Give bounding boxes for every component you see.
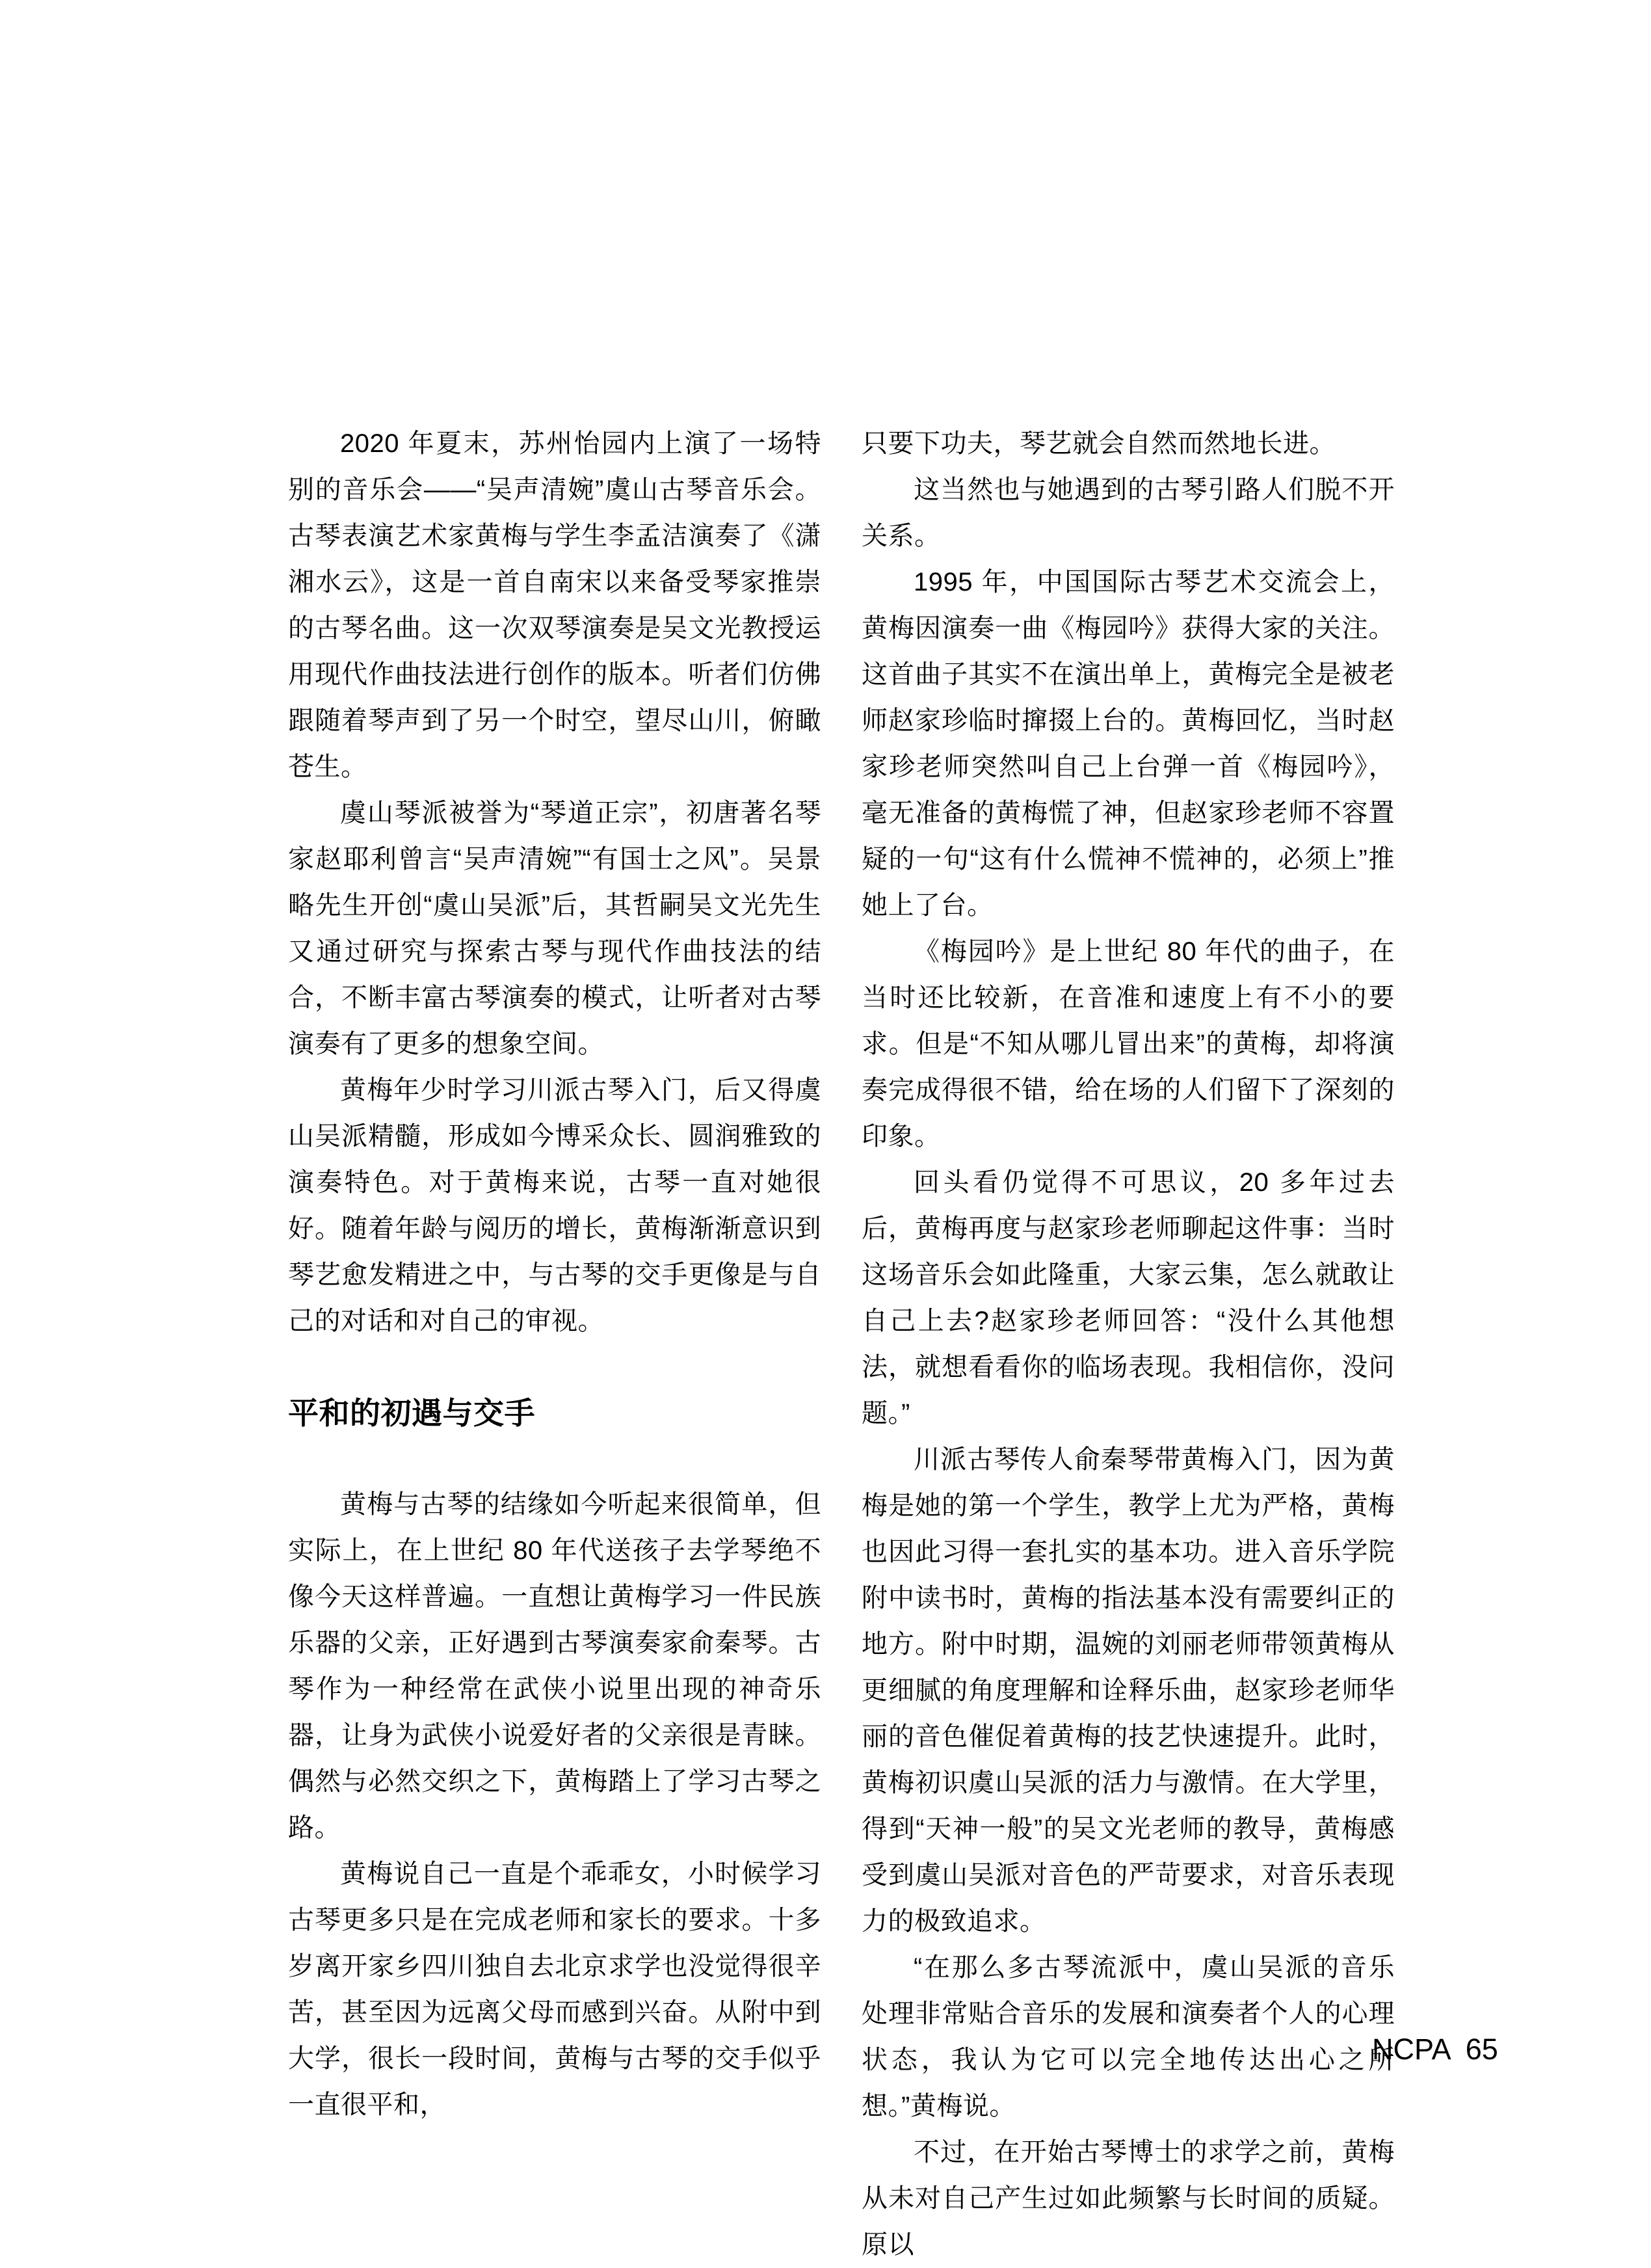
- paragraph: 黄梅年少时学习川派古琴入门，后又得虞山吴派精髓，形成如今博采众长、圆润雅致的演奏特色。对于黄梅来说，古琴一直对她很好。随着年龄与阅历的增长，黄梅渐渐意识到琴艺愈发精进之中，与古琴的交手更像是与自己的对话和对自己的审视。: [288, 1076, 821, 1335]
- paragraph: 回头看仍觉得不可思议，20 多年过去后，黄梅再度与赵家珍老师聊起这件事：当时这场音乐会如此隆重，大家云集，怎么就敢让自己上去?赵家珍老师回答：“没什么其他想法，就想看看你的临场表现。我相信你，没问题。”: [862, 1168, 1395, 1428]
- footer-page-number: 65: [1465, 2033, 1498, 2066]
- paragraph: “在那么多古琴流派中，虞山吴派的音乐处理非常贴合音乐的发展和演奏者个人的心理状态，我认为它可以完全地传达出心之所想。”黄梅说。: [862, 1953, 1395, 2120]
- page-footer: [1372, 2035, 1498, 2064]
- paragraph: 2020 年夏末，苏州怡园内上演了一场特别的音乐会——“吴声清婉”虞山古琴音乐会。古琴表演艺术家黄梅与学生李孟洁演奏了《潇湘水云》，这是一首自南宋以来备受琴家推崇的古琴名曲。这一次双琴演奏是吴文光教授运用现代作曲技法进行创作的版本。听者们仿佛跟随着琴声到了另一个时空，望尽山川，俯瞰苍生。: [288, 429, 821, 781]
- left-column: [288, 421, 821, 2128]
- paragraph: 《梅园吟》是上世纪 80 年代的曲子，在当时还比较新，在音准和速度上有不小的要求。但是“不知从哪儿冒出来”的黄梅，却将演奏完成得很不错，给在场的人们留下了深刻的印象。: [862, 937, 1395, 1151]
- paragraph-continuation: 只要下功夫，琴艺就会自然而然地长进。: [862, 429, 1336, 458]
- paragraph: 不过，在开始古琴博士的求学之前，黄梅从未对自己产生过如此频繁与长时间的质疑。原以: [862, 2138, 1395, 2259]
- footer-journal-label: NCPA: [1372, 2033, 1451, 2066]
- section-heading: 平和的初遇与交手: [288, 1396, 535, 1430]
- paragraph: 虞山琴派被誉为“琴道正宗”，初唐著名琴家赵耶利曾言“吴声清婉”“有国士之风”。吴景略先生开创“虞山吴派”后，其哲嗣吴文光先生又通过研究与探索古琴与现代作曲技法的结合，不断丰富古琴演奏的模式，让听者对古琴演奏有了更多的想象空间。: [288, 799, 821, 1058]
- paragraph: 这当然也与她遇到的古琴引路人们脱不开关系。: [862, 475, 1395, 550]
- paragraph: 黄梅与古琴的结缘如今听起来很简单，但实际上，在上世纪 80 年代送孩子去学琴绝不像今天这样普遍。一直想让黄梅学习一件民族乐器的父亲，正好遇到古琴演奏家俞秦琴。古琴作为一种经常在武侠小说里出现的神奇乐器，让身为武侠小说爱好者的父亲很是青睐。偶然与必然交织之下，黄梅踏上了学习古琴之路。: [288, 1490, 821, 1842]
- paragraph: 1995 年，中国国际古琴艺术交流会上，黄梅因演奏一曲《梅园吟》获得大家的关注。这首曲子其实不在演出单上，黄梅完全是被老师赵家珍临时撺掇上台的。黄梅回忆，当时赵家珍老师突然叫自己上台弹一首《梅园吟》，毫无准备的黄梅慌了神，但赵家珍老师不容置疑的一句“这有什么慌神不慌神的，必须上”推她上了台。: [862, 568, 1395, 920]
- paragraph: 黄梅说自己一直是个乖乖女，小时候学习古琴更多只是在完成老师和家长的要求。十多岁离开家乡四川独自去北京求学也没觉得很辛苦，甚至因为远离父母而感到兴奋。从附中到大学，很长一段时间，黄梅与古琴的交手似乎一直很平和，: [288, 1860, 821, 2119]
- right-column: [862, 421, 1395, 2268]
- paragraph: 川派古琴传人俞秦琴带黄梅入门，因为黄梅是她的第一个学生，教学上尤为严格，黄梅也因此习得一套扎实的基本功。进入音乐学院附中读书时，黄梅的指法基本没有需要纠正的地方。附中时期，温婉的刘丽老师带领黄梅从更细腻的角度理解和诠释乐曲，赵家珍老师华丽的音色催促着黄梅的技艺快速提升。此时，黄梅初识虞山吴派的活力与激情。在大学里，得到“天神一般”的吴文光老师的教导，黄梅感受到虞山吴派对音色的严苛要求，对音乐表现力的极致追求。: [862, 1445, 1395, 1936]
